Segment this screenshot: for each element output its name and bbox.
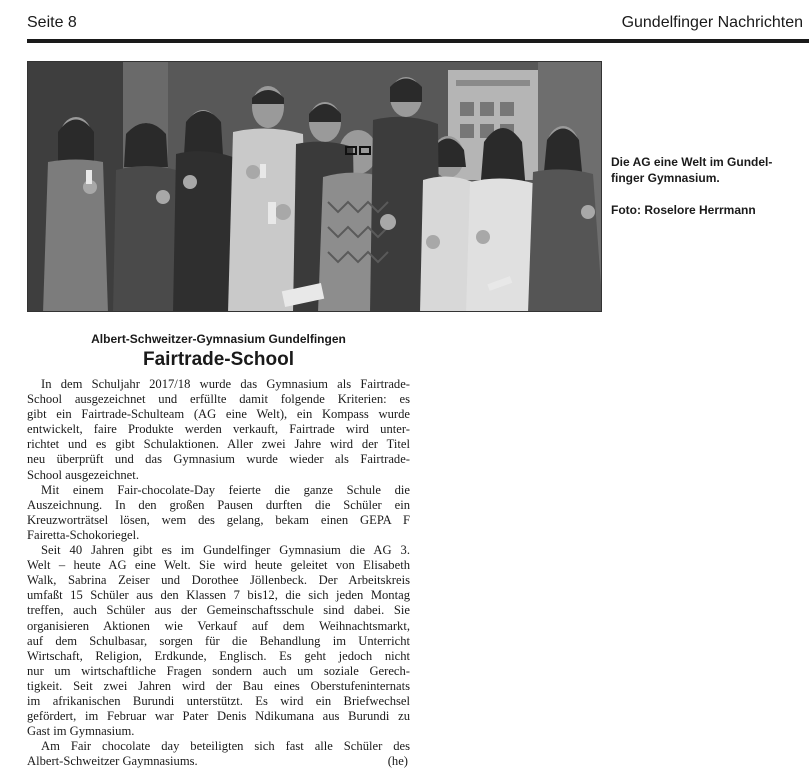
article-line: umfaßt 15 Schüler aus den Klassen 7 bis12, die sich jeden Montag bbox=[27, 588, 410, 603]
group-photo bbox=[27, 61, 602, 312]
author-signature: (he) bbox=[387, 754, 408, 769]
article-line: Seit 40 Jahren gibt es im Gundelfinger Gymnasium die AG 3. bbox=[41, 543, 410, 558]
article-line: Welt – heute AG eine Welt. Sie wird heute geleitet von Elisabeth bbox=[27, 558, 410, 573]
article-line: gefördert, im Februar war Pater Denis Ndikumana aus Burundi zu bbox=[27, 709, 410, 724]
article-line: School ausgezeichnet. bbox=[27, 467, 139, 482]
photo-caption bbox=[611, 154, 806, 218]
publication-name: Gundelfinger Nachrichten bbox=[621, 14, 803, 31]
article-line: richtet und es gibt Schulaktionen. Aller zwei Jahre wird der Titel bbox=[27, 437, 410, 452]
article-line: Fairetta-Schokoriegel. bbox=[27, 527, 140, 542]
article-line: Am Fair chocolate day beteiligten sich fast alle Schüler des bbox=[41, 739, 410, 754]
article-line: In dem Schuljahr 2017/18 wurde das Gymnasium als Fairtrade- bbox=[41, 377, 410, 391]
group-photo-icon bbox=[28, 62, 602, 312]
article-headline: Fairtrade-School bbox=[143, 349, 294, 370]
article-line: entwickelt, faire Produkte werden verkauft, Fairtrade wird unter- bbox=[27, 422, 410, 437]
caption-line-2: finger Gymnasium. bbox=[611, 171, 720, 185]
article-line: Mit einem Fair-chocolate-Day feierte die ganze Schule die bbox=[41, 482, 410, 497]
article-line: Auszeichnung. In den großen Pausen durften die Schüler ein bbox=[27, 497, 410, 512]
article-line: organisieren Aktionen wie Verkauf auf dem Weihnachtsmarkt, bbox=[27, 618, 410, 633]
article-line: nur um wirtschaftliche Fragen sondern auch um soziale Gerech- bbox=[27, 663, 410, 678]
article-line: auf dem Schulbasar, sorgen für die Behandlung im Unterricht bbox=[27, 633, 410, 648]
page-number: Seite 8 bbox=[27, 14, 77, 31]
page-header bbox=[27, 14, 809, 36]
article-line: neu überprüft und das Gymnasium wurde wieder als Fairtrade- bbox=[27, 452, 410, 467]
article-line: tigkeit. Seit zwei Jahren wird der Bau eines Oberstufeninternats bbox=[27, 678, 410, 693]
article-line: Gast im Gymnasium. bbox=[27, 724, 135, 739]
article-line: Kreuzworträtsel lösen, wem des gelang, bekam einen GEPA F bbox=[27, 512, 410, 527]
article-line: gibt ein Fairtrade-Schulteam (AG eine Welt), ein Kompass wurde bbox=[27, 407, 410, 422]
article-line: Walk, Sabrina Zeiser und Dorothee Jöllenbeck. Der Arbeitskreis bbox=[27, 573, 410, 588]
article-body bbox=[27, 377, 410, 769]
header-rule bbox=[27, 39, 809, 43]
article-line: im afrikanischen Burundi unterstützt. Es wird ein Briefwechsel bbox=[27, 693, 410, 708]
article-closing-line bbox=[27, 754, 410, 769]
article-line: Wirtschaft, Religion, Erdkunde, Englisch. Es geht jedoch nicht bbox=[27, 648, 410, 663]
photo-credit: Foto: Roselore Herrmann bbox=[611, 203, 756, 217]
article-line: treffen, auch Schüler aus der Gemeinschaftsschule sind dabei. Sie bbox=[27, 603, 410, 618]
article-overline: Albert-Schweitzer-Gymnasium Gundelfingen bbox=[91, 332, 346, 346]
caption-line-1: Die AG eine Welt im Gundel- bbox=[611, 155, 773, 169]
article-line: School ausgezeichnet und erfüllte damit folgende Kriterien: es bbox=[27, 392, 410, 407]
article-last-line: Albert-Schweitzer Gaymnasiums. bbox=[27, 754, 198, 769]
